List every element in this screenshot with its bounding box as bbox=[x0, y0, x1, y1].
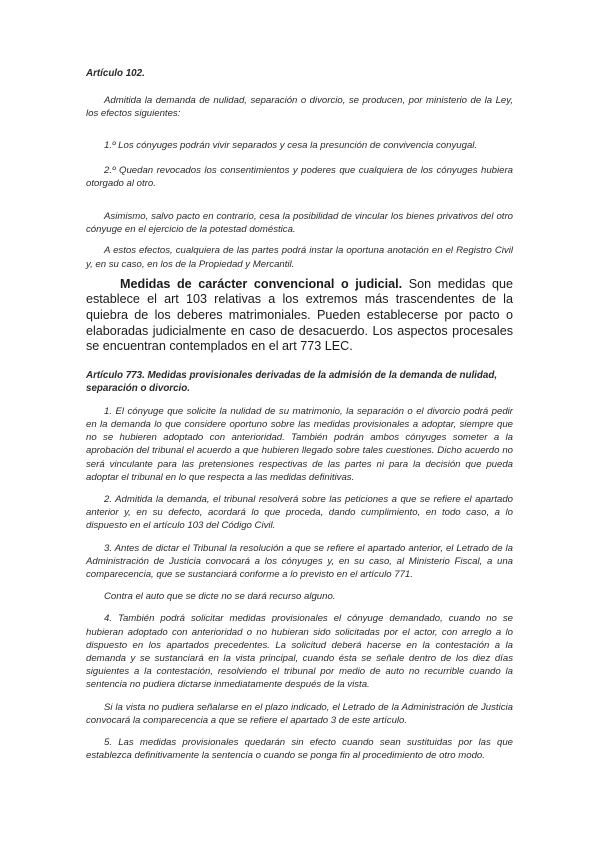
article-773-paragraph-5: 5. Las medidas provisionales quedarán sin efecto cuando sean sustituidas por las que establezca definitivamente la sentencia o cuando se ponga fin al procedimiento de otro modo. bbox=[86, 737, 513, 762]
article-773-paragraph-1: 1. El cónyuge que solicite la nulidad de su matrimonio, la separación o el divorcio podrá pedir en la demanda lo que considere oportuno sobre las medidas provisionales a adoptar, siempre que no se hubieren adoptado con anterioridad. También podrán ambos cónyuges someter a la aprobación del tribunal el acuerdo a que hubieren llegado sobre tales cuestiones. Dicho acuerdo no será vinculante para las pretensiones respectivas de las partes ni para la decisión que pueda adoptar el tribunal en lo que respecta a las medidas definitivas. bbox=[86, 405, 513, 483]
article-102-intro: Admitida la demanda de nulidad, separación o divorcio, se producen, por ministerio de la Ley, los efectos siguientes: bbox=[86, 95, 513, 120]
article-102-paragraph-4: A estos efectos, cualquiera de las partes podrá instar la oportuna anotación en el Registro Civil y, en su caso, en los de la Propiedad y Mercantil. bbox=[86, 245, 513, 270]
article-773-paragraph-3: 3. Antes de dictar el Tribunal la resolución a que se refiere el apartado anterior, el Letrado de la Administración de Justicia convocará a los cónyuges y, en su caso, al Ministerio Fiscal, a una comparecencia, que se sustanciará conforme a lo previsto en el artículo 771. bbox=[86, 542, 513, 581]
article-102-heading: Artículo 102. bbox=[86, 68, 145, 79]
article-773-paragraph-3b: Contra el auto que se dicte no se dará recurso alguno. bbox=[104, 591, 336, 603]
conventional-measures-paragraph bbox=[86, 277, 513, 355]
conventional-measures-text: Son medidas que establece el art 103 relativas a los extremos más trascendentes de la quiebra de los deberes matrimoniales. Pueden establecerse por pacto o elaboradas judicialmente en caso de desacuerdo. Los aspectos procesales se encuentran contemplados en el art 773 LEC. bbox=[86, 276, 513, 354]
article-773-heading: Artículo 773. Medidas provisionales derivadas de la admisión de la demanda de nulidad, separación o divorcio. bbox=[86, 369, 498, 394]
conventional-measures-title: Medidas de carácter convencional o judicial. bbox=[120, 276, 403, 291]
article-102-effect-1: 1.º Los cónyuges podrán vivir separados y cesa la presunción de convivencia conyugal. bbox=[104, 140, 478, 152]
article-773-paragraph-4b: Si la vista no pudiera señalarse en el plazo indicado, el Letrado de la Administración de Justicia convocará la comparecencia a que se refiere el apartado 3 de este artículo. bbox=[86, 701, 513, 726]
article-102-effect-2: 2.º Quedan revocados los consentimientos y poderes que cualquiera de los cónyuges hubiera otorgado al otro. bbox=[86, 164, 513, 189]
article-773-paragraph-2: 2. Admitida la demanda, el tribunal resolverá sobre las peticiones a que se refiere el apartado anterior y, en su defecto, acordará lo que proceda, dando cumplimiento, en todo caso, a lo dispuesto en el artículo 103 del Código Civil. bbox=[86, 494, 513, 532]
article-102-paragraph-3: Asimismo, salvo pacto en contrario, cesa la posibilidad de vincular los bienes privativos del otro cónyuge en el ejercicio de la potestad doméstica. bbox=[86, 211, 513, 236]
article-773-paragraph-4: 4. También podrá solicitar medidas provisionales el cónyuge demandado, cuando no se hubieran adoptado con anterioridad o no hubieran sido solicitadas por el actor, con arreglo a lo dispuesto en los apartados precedentes. La solicitud deberá hacerse en la contestación a la demanda y se sustanciará en la vista principal, cuando ésta se señale dentro de los diez días siguientes a la contestación, resolviendo el tribunal por medio de auto no recurrible cuando la sentencia no pudiera dictarse inmediatamente después de la vista. bbox=[86, 613, 513, 691]
